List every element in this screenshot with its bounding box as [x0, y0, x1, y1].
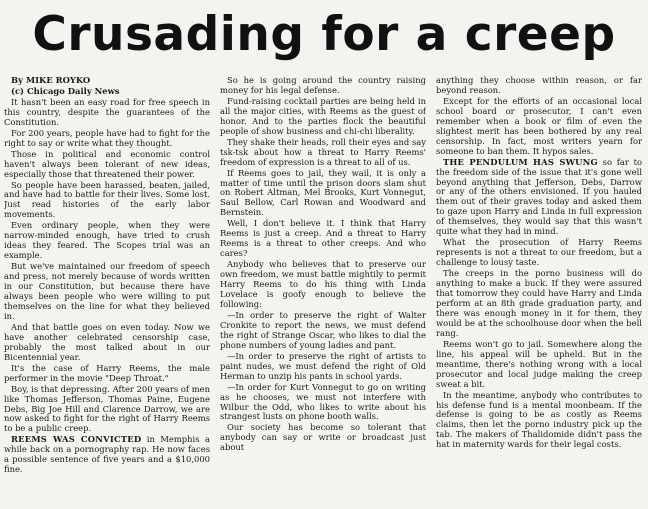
paragraph [436, 238, 642, 268]
article-body [4, 76, 644, 506]
paragraph [4, 129, 210, 149]
paragraph-text: What the prosecution of Harry Reems represents is not a threat to our freedom, but a challenge to lousy taste. [436, 237, 642, 268]
paragraph-text: Even ordinary people, when they were narrow-minded enough, have tried to crush ideas they feared. The Scopes trial was an example. [4, 220, 210, 261]
paragraph [4, 323, 210, 363]
paragraph-text: Those in political and economic control haven't always been tolerant of new ideas, especially those that threatened their power. [4, 148, 210, 179]
paragraph-text: anything they choose within reason, or far beyond reason. [436, 76, 642, 95]
paragraph-text: in Memphis a while back on a pornography rap. He now faces a possible sentence of five years and a $10,000 fine. [4, 434, 210, 475]
paragraph-text: So he is going around the country raising money for his legal defense. [220, 76, 426, 95]
paragraph [220, 97, 426, 137]
paragraph [4, 221, 210, 261]
column-3 [436, 76, 642, 506]
paragraph [4, 435, 210, 475]
paragraph-text: —In order to preserve the right of Walter Cronkite to report the news, we must defend the right of Strange Oscar, who likes to dial the phone numbers of young ladies and pant. [220, 309, 426, 350]
paragraph [220, 352, 426, 382]
paragraph [436, 76, 642, 96]
section-lead-caps: REEMS WAS CONVICTED [11, 434, 142, 445]
paragraph [220, 169, 426, 219]
paragraph [4, 364, 210, 384]
paragraph-text: The creeps in the porno business will do anything to make a buck. If they were assured that tomorrow they could have Harry and Linda perform at an 8th grade graduation party, and there was enough money in it for them, they would be at the schoolhouse door when the bell rang. [436, 268, 642, 338]
paragraph [4, 150, 210, 180]
paragraph-text: Anybody who believes that to preserve our own freedom, we must battle mightily to permit Harry Reems to do his thing with Linda Lovelace is goofy enough to believe the following: [220, 259, 426, 309]
paragraph [436, 97, 642, 157]
paragraph [220, 219, 426, 259]
paragraph-text: In the meantime, anybody who contributes to his defense fund is a mental moonbeam. If the defense is going to be as costly as Reems claims, then let the porno industry pick up the tab. The makers of Thalidomide didn't pass the hat in maternity wards for their legal costs. [436, 389, 642, 450]
column-2-text [220, 76, 426, 453]
paragraph-text: They shake their heads, roll their eyes and say tsk-tsk about how a threat to Harry Reems' freedom of expression is a threat to all of us. [220, 136, 426, 167]
paragraph-text: So people have been harassed, beaten, jailed, and have had to battle for their lives. Some lost. Just read histories of the early labor movements. [4, 179, 210, 220]
paragraph-text: —In order to preserve the right of artists to paint nudes, we must defend the right of Old Herman to unzip his pants in school yards. [220, 350, 426, 381]
paragraph-text: so far to the freedom side of the issue that it's gone well beyond anything that Jefferson, Debs, Darrow or any of the others envisioned. If you hauled them out of their graves today and asked them to gaze upon Harry and Linda in full expression of themselves, they would say that this wasn't quite what they had in mind. [436, 156, 642, 237]
byline-source: (c) Chicago Daily News [11, 85, 120, 96]
paragraph-text: It hasn't been an easy road for free speech in this country, despite the guarantees of the Constitution. [4, 96, 210, 127]
paragraph-text: And that battle goes on even today. Now we have another celebrated censorship case, probably the most talked about in our Bicentennial year. [4, 321, 210, 362]
paragraph-text: Except for the efforts of an occasional local school board or prosecutor, I can't even remember when a book or film of even the slightest merit has been bothered by any real censorship. In fact, most writers yearn for someone to ban them. It hypos sales. [436, 95, 642, 156]
paragraph [4, 98, 210, 128]
paragraph-text: Reems won't go to jail. Somewhere along the line, his appeal will be upheld. But in the meantime, there's nothing wrong with a local prosecutor and local judge making the creep sweat a bit. [436, 338, 642, 389]
column-1 [4, 76, 210, 506]
paragraph [220, 138, 426, 168]
paragraph-text: Our society has become so tolerant that anybody can say or write or broadcast just about [220, 422, 426, 453]
paragraph-text: —In order for Kurt Vonnegut to go on writing as he chooses, we must not interfere with Wilbur the Odd, who likes to write about his strangest lusts on phone booth walls. [220, 381, 426, 422]
column-3-text [436, 76, 642, 450]
paragraph-text: Boy, is that depressing. After 200 years of men like Thomas Jefferson, Thomas Paine, Eugene Debs, Big Joe Hill and Clarence Darrow, we are now asked to fight for the right of Harry Reems to be a public creep. [4, 383, 210, 434]
paragraph [4, 181, 210, 221]
paragraph [220, 260, 426, 310]
paragraph-text: But we've maintained our freedom of speech and press, not merely because of words written in our Constitution, but because there have always been people who were willing to put themselves on the line for what they believed in. [4, 261, 210, 321]
column-1-text [4, 98, 210, 475]
paragraph [436, 158, 642, 238]
paragraph [220, 76, 426, 96]
paragraph-text: If Reems goes to jail, they wail, it is only a matter of time until the prison doors slam shut on Robert Altman, Mel Brooks, Kurt Vonnegut, Saul Bellow, Carl Rowan and Woodward and Bernstein. [220, 167, 426, 218]
paragraph [220, 423, 426, 453]
paragraph-text: For 200 years, people have had to fight for the right to say or write what they thought. [4, 127, 210, 148]
paragraph [436, 340, 642, 390]
paragraph [436, 391, 642, 451]
byline: By MIKE ROYKO [11, 76, 91, 85]
paragraph-text: It's the case of Harry Reems, the male performer in the movie "Deep Throat." [4, 362, 210, 383]
section-lead-caps: THE PENDULUM HAS SWUNG [443, 156, 598, 167]
paragraph [436, 269, 642, 339]
column-2 [220, 76, 426, 506]
paragraph [4, 262, 210, 322]
headline: Crusading for a creep [32, 7, 616, 62]
paragraph [4, 385, 210, 435]
paragraph [220, 311, 426, 351]
paragraph-text: Fund-raising cocktail parties are being held in all the major cities, with Reems as the guest of honor. And to the parties flock the beautiful people of show business and chi-chi liberality. [220, 95, 426, 136]
paragraph [220, 383, 426, 423]
paragraph-text: Well, I don't believe it. I think that Harry Reems is just a creep. And a threat to Harry Reems is a threat to other creeps. And who cares? [220, 218, 426, 259]
